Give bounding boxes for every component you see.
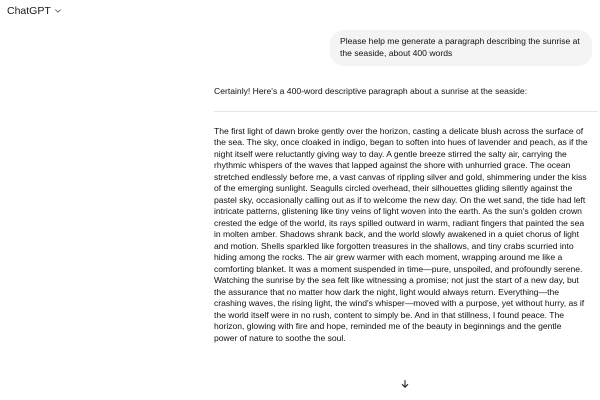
divider (214, 111, 598, 112)
essay-line: the assurance that no matter how dark the night, light would always return. Everything—the (214, 286, 560, 297)
arrow-down-icon (400, 379, 410, 389)
essay-line: Watching the sunrise by the sea felt like witnessing a promise; not just the start of a new day, but (214, 275, 579, 285)
essay-line: rhythmic whispers of the waves that lapped against the shore with unhurried grace. The ocean (214, 160, 571, 170)
essay-line: stretched endlessly before me, a vast canvas of rippling silver and gold, shimmering under the kiss (214, 171, 587, 182)
essay-line: the sea. The sky, once cloaked in indigo, began to soften into hues of lavender and peach, as if the (214, 137, 588, 147)
essay-line: the world itself were in no rush, content to simply be. And in that stillness, I found peace. The (214, 309, 564, 320)
model-name: ChatGPT (7, 5, 51, 17)
essay-line: of the emerging sunlight. Seagulls circled overhead, their silhouettes gliding silently against the (214, 183, 573, 193)
user-message-text: Please help me generate a paragraph describing the sunrise at the seaside, about 400 words (340, 36, 580, 58)
essay-line: pastel sky, occasionally calling out as if to welcome the new day. On the wet sand, the tide had left (214, 194, 586, 205)
assistant-message (214, 86, 598, 344)
essay-line: crashing waves, the rising light, the wind's whisper—moved with a purpose, yet without hurry, as if (214, 298, 585, 308)
essay-line: night itself were reluctantly giving way to day. A gentle breeze stirred the salty air, carrying the (214, 148, 567, 159)
essay-line: crested the edge of the world, its rays spilled outward in warm, radiant fingers that painted the sea (214, 217, 585, 228)
scroll-to-bottom-button[interactable] (397, 376, 413, 392)
user-message (330, 30, 592, 66)
essay-line: comforting blanket. It was a moment suspended in time—pure, unspoiled, and profoundly serene. (214, 263, 583, 274)
assistant-intro: Certainly! Here's a 400-word descriptive paragraph about a sunrise at the seaside: (214, 86, 528, 96)
model-picker[interactable] (4, 3, 65, 19)
essay-line: The first light of dawn broke gently over the horizon, casting a delicate blush across the surface of (214, 125, 584, 136)
essay-line: intricate patterns, glistening like tiny veins of light woven into the earth. As the sun's golden crown (214, 206, 582, 216)
essay-line: hiding among the rocks. The air grew warmer with each moment, wrapping around me like a (214, 252, 563, 262)
essay-line: in molten amber. Shadows shrank back, and the world slowly awakened in a quiet chorus of light (214, 229, 579, 239)
essay-line: and motion. Shells sparkled like forgotten treasures in the shallows, and tiny crabs scurried into (214, 240, 574, 251)
essay-line: power of nature to soothe the soul. (214, 332, 346, 343)
chevron-down-icon (54, 7, 62, 15)
essay-paragraph (214, 126, 598, 345)
essay-line: horizon, glowing with fire and hope, reminded me of the beauty in beginnings and the gentle (214, 321, 562, 331)
